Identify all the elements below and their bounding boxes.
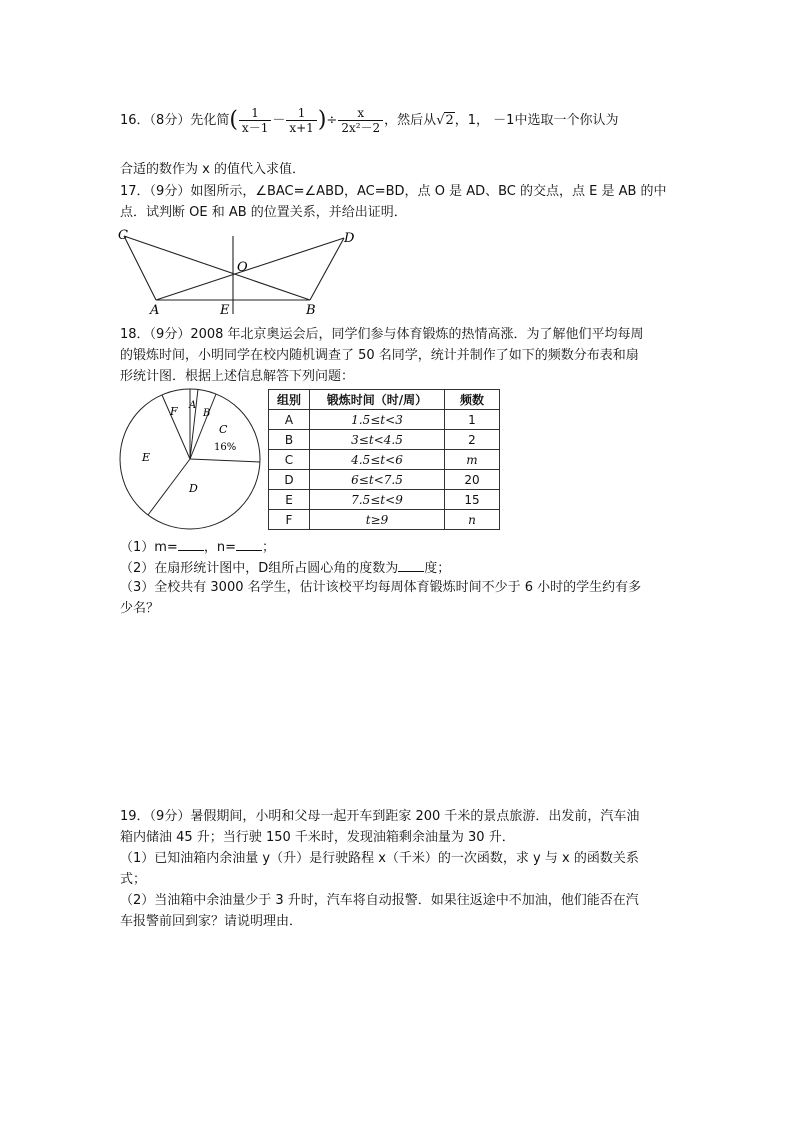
- segment-AD: [156, 238, 344, 300]
- label-E: E: [220, 303, 230, 318]
- table-cell: 1.5≤t<3: [310, 410, 445, 430]
- table-row: [269, 510, 500, 530]
- table-cell: 4.5≤t<6: [310, 450, 445, 470]
- table-cell: 20: [445, 470, 500, 490]
- pie-label-F: F: [170, 405, 178, 418]
- pie-label-A: A: [189, 400, 197, 411]
- q17-geometry-figure: [112, 226, 372, 318]
- fraction-3-numerator: x: [338, 106, 383, 121]
- table-cell: A: [269, 410, 310, 430]
- answer-blank-n: [236, 538, 262, 551]
- q17-line2: 点．试判断 OE 和 AB 的位置关系，并给出证明．: [120, 205, 407, 220]
- fraction-3-denominator: 2x²－2: [341, 121, 381, 135]
- division-sign: ÷: [326, 113, 338, 128]
- q18-line1: 18．（9分）2008 年北京奥运会后，同学们参与体育锻炼的热情高涨．为了解他们平均每周: [120, 327, 644, 342]
- q18-line3: 形统计图．根据上述信息解答下列问题：: [120, 369, 355, 384]
- q16-suffix: 中选取一个你认为: [514, 113, 619, 128]
- label-D: D: [344, 231, 355, 246]
- table-cell: D: [269, 470, 310, 490]
- table-row: [269, 490, 500, 510]
- table-row: [269, 470, 500, 490]
- pie-chart: [118, 388, 264, 530]
- q18-line2: 的锻炼时间，小明同学在校内随机调查了 50 名同学，统计并制作了如下的频数分布表和扇: [120, 348, 639, 363]
- label-C: C: [118, 228, 128, 243]
- q18-sub1: [120, 538, 275, 556]
- q19-line6: 车报警前回到家？请说明理由．: [120, 914, 303, 929]
- table-cell: E: [269, 490, 310, 510]
- q18-sub3-line2: 少名？: [120, 601, 160, 616]
- q19-line2: 箱内储油 45 升；当行驶 150 千米时，发现油箱剩余油量为 30 升．: [120, 830, 515, 845]
- table-cell: 6≤t<7.5: [310, 470, 445, 490]
- table-row: [269, 430, 500, 450]
- answer-blank-degrees: [398, 559, 424, 572]
- pie-divider-CD: [190, 459, 260, 462]
- q19-line5: （2）当油箱中余油量少于 3 升时，汽车将自动报警．如果往返途中不加油，他们能否在汽: [120, 893, 639, 908]
- segment-CB: [124, 236, 310, 300]
- q16-line2: 合适的数作为 x 的值代入求值．: [120, 162, 305, 177]
- q18-sub2: [120, 559, 450, 577]
- table-header: 锻炼时间（时/周）: [310, 390, 445, 410]
- q16-line1: [120, 106, 618, 135]
- table-header: 频数: [445, 390, 500, 410]
- q18-sub1-end: ；: [261, 540, 275, 555]
- left-paren: (: [229, 107, 238, 133]
- sqrt-radicand: 2: [445, 113, 454, 128]
- table-cell: 3≤t<4.5: [310, 430, 445, 450]
- q18-sub1-m-label: （1）m=: [120, 540, 178, 555]
- q19-line3: （1）已知油箱内余油量 y（升）是行驶路程 x（千米）的一次函数，求 y 与 x 的函数关系: [120, 851, 639, 866]
- fraction-2: [286, 106, 316, 135]
- fraction-3: [338, 106, 383, 135]
- q19-line1: 19．（9分）暑假期间，小明和父母一起开车到距家 200 千米的景点旅游．出发前，汽车油: [120, 809, 640, 824]
- q19-line4: 式；: [120, 872, 147, 887]
- right-paren: ): [317, 107, 327, 133]
- q17-line1: 17．（9分）如图所示，∠BAC=∠ABD，AC=BD，点 O 是 AD、BC 的交点，点 E 是 AB 的中: [120, 184, 667, 199]
- q18-sub3-line1: （3）全校共有 3000 名学生，估计该校平均每周体育锻炼时间不少于 6 小时的学生约有多: [120, 580, 642, 595]
- pie-label-B: B: [203, 408, 211, 419]
- fraction-1-numerator: 1: [239, 106, 271, 121]
- minus-sign: －: [272, 113, 286, 128]
- table-cell: n: [445, 510, 500, 530]
- q16-prefix: 16．（8分）先化简: [120, 113, 230, 128]
- pie-divider-DE: [148, 459, 190, 515]
- label-B: B: [306, 303, 316, 318]
- table-row: [269, 410, 500, 430]
- table-row: [269, 450, 500, 470]
- q18-sub2-end: 度；: [424, 561, 451, 576]
- q16-mid: ，然后从: [384, 113, 437, 128]
- table-cell: m: [445, 450, 500, 470]
- table-cell: 15: [445, 490, 500, 510]
- pie-label-E: E: [142, 451, 151, 464]
- pie-label-C: C: [219, 423, 228, 436]
- fraction-2-numerator: 1: [286, 106, 316, 121]
- q18-sub2-text: （2）在扇形统计图中，D组所占圆心角的度数为: [120, 561, 399, 576]
- fraction-2-denominator: x+1: [289, 121, 314, 135]
- answer-blank-m: [178, 538, 204, 551]
- table-cell: 2: [445, 430, 500, 450]
- q18-sub1-n-label: ，n=: [203, 540, 236, 555]
- label-A: A: [150, 303, 160, 318]
- table-cell: 1: [445, 410, 500, 430]
- table-cell: F: [269, 510, 310, 530]
- fraction-1: [239, 106, 271, 135]
- table-cell: B: [269, 430, 310, 450]
- sqrt-expression: √2: [436, 113, 454, 128]
- table-cell: 7.5≤t<9: [310, 490, 445, 510]
- table-header: 组别: [269, 390, 310, 410]
- frequency-table: [268, 389, 500, 530]
- q16-choices: ，1， －1: [454, 113, 515, 128]
- table-cell: C: [269, 450, 310, 470]
- pie-label-D: D: [189, 482, 198, 495]
- label-O: O: [237, 260, 248, 275]
- table-header-row: [269, 390, 500, 410]
- table-cell: t≥9: [310, 510, 445, 530]
- fraction-1-denominator: x－1: [241, 121, 269, 135]
- pie-label-C-percent: 16%: [214, 442, 237, 453]
